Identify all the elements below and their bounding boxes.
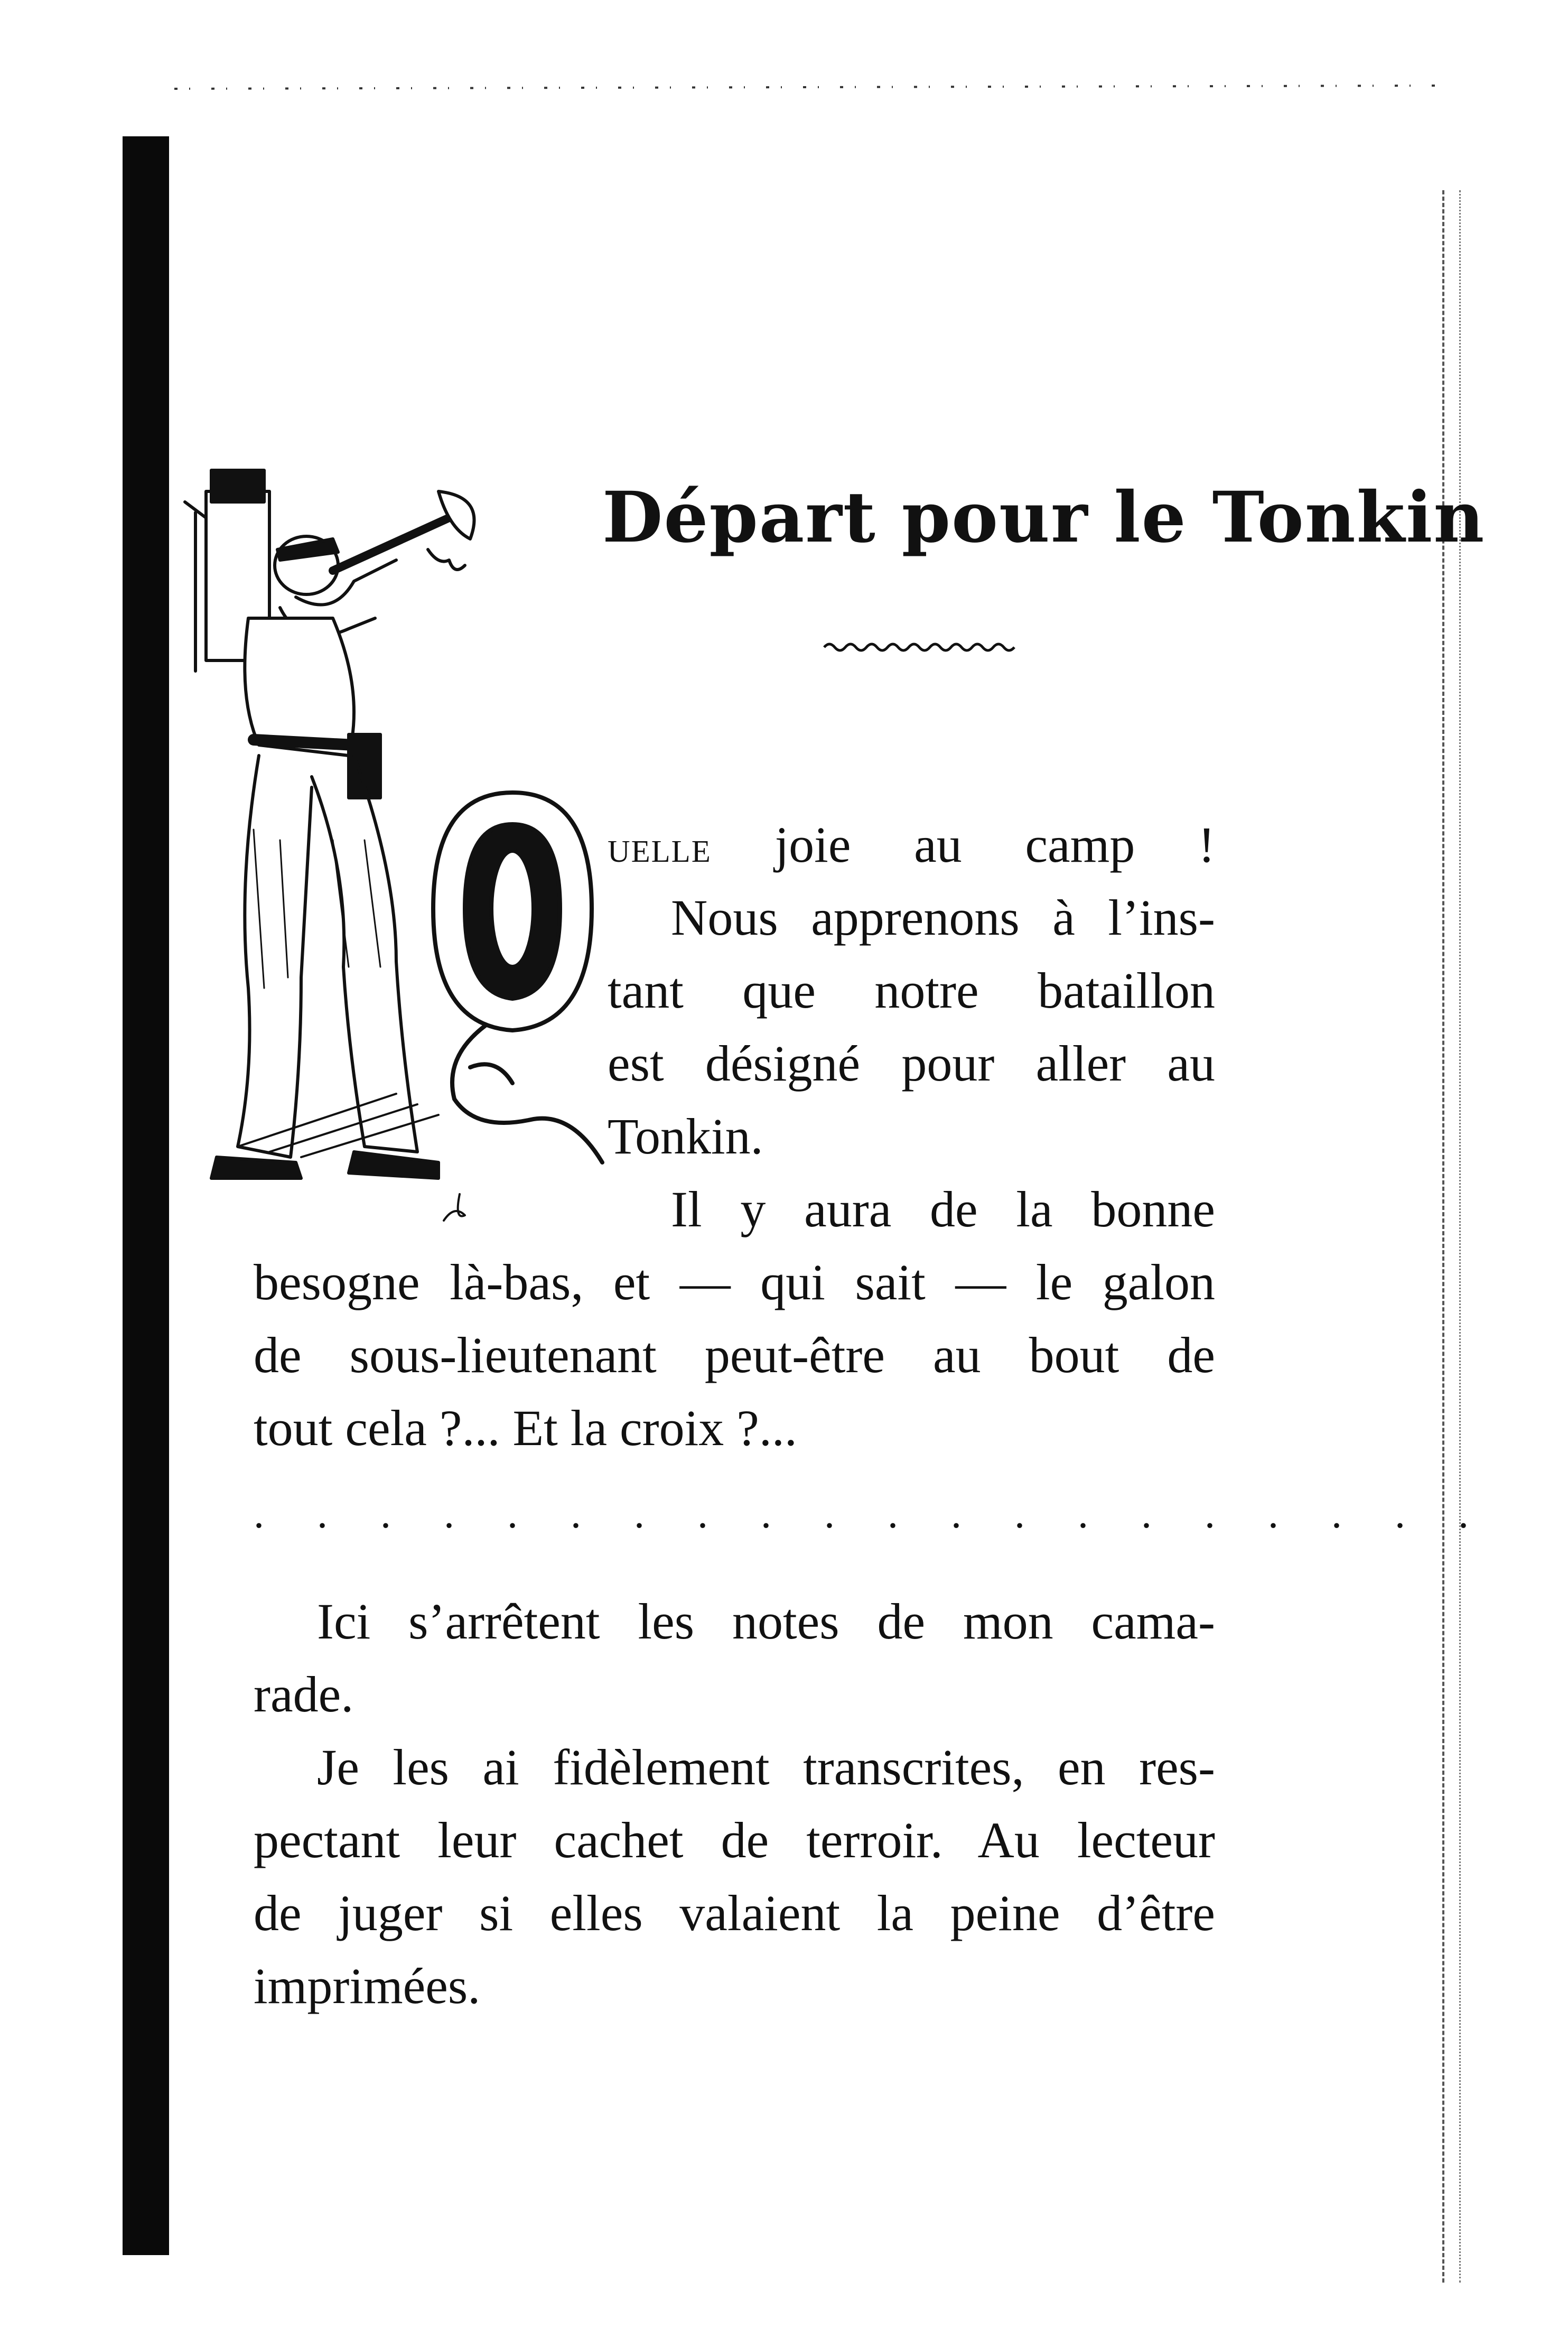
binding-spine <box>123 136 169 2255</box>
paragraph-4-line: Je les ai fidèlement transcrites, en res- <box>317 1739 1215 1795</box>
opening-line <box>608 808 1215 884</box>
page-title: Départ pour le Tonkin <box>602 477 1486 558</box>
dropcap-q-ornament <box>412 782 613 1184</box>
paragraph-3-line: rade. <box>254 1666 354 1723</box>
dotted-separator: . . . . . . . . . . . . . . . . . . . . <box>254 1491 1490 1537</box>
opening-rest: joie au camp ! <box>711 816 1215 873</box>
paragraph-1-line: Nous apprenons à l’ins- <box>671 889 1215 946</box>
paragraph-1-line: est désigné pour aller au <box>608 1035 1215 1092</box>
paragraph-2-first-line: Il y aura de la bonne <box>671 1181 1215 1237</box>
paragraph-3-line: Ici s’arrêtent les notes de mon cama- <box>317 1593 1215 1650</box>
paragraph-2-line: tout cela ?... Et la croix ?... <box>254 1400 797 1456</box>
wavy-rule-ornament <box>824 637 1014 658</box>
paragraph-2-line: de sous-lieutenant peut-être au bout de <box>254 1327 1215 1383</box>
paragraph-4-line: imprimées. <box>254 1958 481 2014</box>
paragraph-4-line: de juger si elles valaient la peine d’être <box>254 1885 1215 1941</box>
paragraph-2-line: besogne là-bas, et — qui sait — le galon <box>254 1254 1215 1310</box>
paragraph-4-line: pectant leur cachet de terroir. Au lecteur <box>254 1812 1215 1868</box>
paragraph-1-line: tant que notre bataillon <box>608 962 1215 1019</box>
opening-smallcaps: uelle <box>608 823 712 872</box>
paragraph-1-line: Tonkin. <box>608 1108 763 1165</box>
top-page-edge <box>174 79 1437 95</box>
